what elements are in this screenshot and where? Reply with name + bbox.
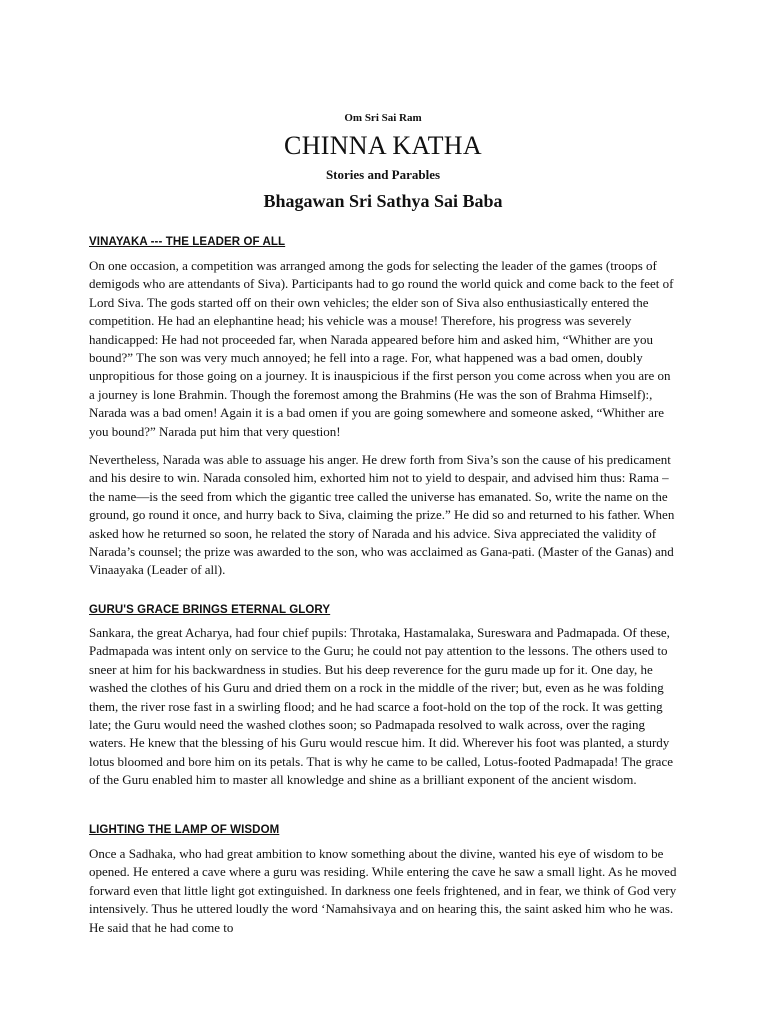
document-subtitle: Stories and Parables xyxy=(325,167,441,182)
section-heading-lamp-of-wisdom: LIGHTING THE LAMP OF WISDOM xyxy=(89,824,280,836)
section-heading-gurus-grace: GURU'S GRACE BRINGS ETERNAL GLORY xyxy=(89,604,331,616)
section-heading-vinayaka: VINAYAKA --- THE LEADER OF ALL xyxy=(89,236,286,248)
paragraph-lamp-of-wisdom: Once a Sadhaka, who had great ambition to know something about the divine, wanted his eye of wisdom to be opened. He entered a cave where a guru was residing. While entering the cave he saw a small light. As he moved forward even that little light got extinguished. In darkness one feels frightened, and in fear, we think of God very intensively. Thus he uttered loudly the word ‘Namahsivaya and on hearing this, the saint asked him who he was. He said that he had come to xyxy=(89,846,677,935)
paragraph-vinayaka-2: Nevertheless, Narada was able to assuage his anger. He drew forth from Siva’s son the cause of his predicament and his desire to win. Narada consoled him, exhorted him not to yield to despair, and advised him thus: Rama –the name—is the seed from which the gigantic tree called the universe has emanated. So, write the name on the ground, go round it once, and hurry back to Siva, claiming the prize.” He did so and returned to his father. When asked how he returned so soon, he related the story of Narada and his advice. Siva appreciated the validity of Narada’s counsel; the prize was awarded to the son, who was acclaimed as Gana-pati. (Master of the Ganas) and Vinaayaka (Leader of all). xyxy=(89,452,675,578)
paragraph-vinayaka-1: On one occasion, a competition was arranged among the gods for selecting the leader of the games (troops of demigods who are attendants of Siva). Participants had to go round the world quick and come back to the feet of Lord Siva. The gods started off on their own vehicles; the elder son of Siva also enthusiastically entered the competition. He had an elephantine head; his vehicle was a mouse! Therefore, his progress was severely handicapped: He had not proceeded far, when Narada appeared before him and asked him, “Whither are you bound?” The son was very much annoyed; he fell into a rage. For, what happened was a bad omen, doubly unpropitious for those going on a journey. It is inauspicious if the first person you come across when you are on a journey is lone Brahmin. Though the foremost among the Brahmins (He was the son of Brahma Himself):, Narada was a bad omen! Again it is a bad omen if you are going somewhere and someone asked, “Whither are you bound?” Narada put him that very question! xyxy=(89,258,674,439)
invocation-line: Om Sri Sai Ram xyxy=(344,112,422,124)
document-title: CHINNA KATHA xyxy=(284,131,482,160)
document-author: Bhagawan Sri Sathya Sai Baba xyxy=(263,191,503,211)
paragraph-gurus-grace: Sankara, the great Acharya, had four chief pupils: Throtaka, Hastamalaka, Sureswara and Padmapada. Of these, Padmapada was intent only on service to the Guru; he could not pay attention to the lessons. The others used to sneer at him for his backwardness in studies. But his deep reverence for the guru made up for it. One day, he washed the clothes of his Guru and dried them on a rock in the middle of the river; but, even as he was folding them, the river rose fast in a swirling flood; and he had scarce a foot-hold on the top of the rock. It was getting late; the Guru would need the washed clothes soon; so Padmapada resolved to walk across, over the raging waters. He knew that the blessing of his Guru would rescue him. It did. Wherever his foot was planted, a sturdy lotus bloomed and bore him on its petals. That is why he came to be called, Lotus-footed Padmapada! The grace of the Guru enabled him to master all knowledge and shine as a brilliant exponent of the ancient wisdom. xyxy=(89,625,673,788)
